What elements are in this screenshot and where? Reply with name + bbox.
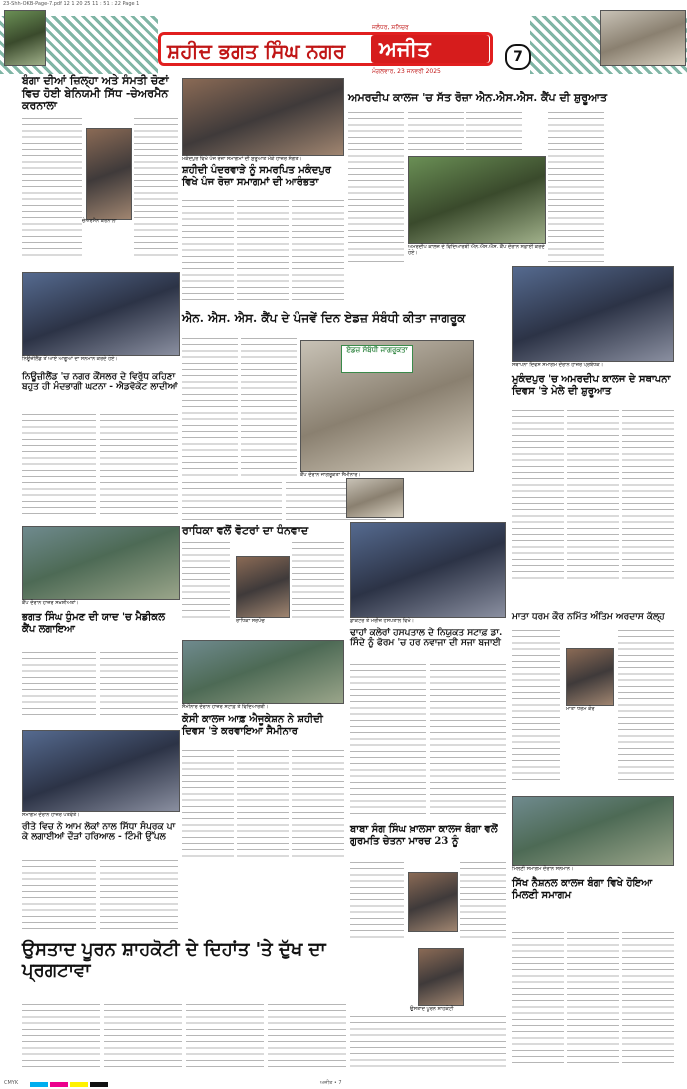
article-a3-body-4 xyxy=(548,112,604,262)
article-a6-body xyxy=(512,410,564,580)
article-a3-headline: ਅਮਰਦੀਪ ਕਾਲਜ 'ਚ ਸੱਤ ਰੋਜ਼ਾ ਐਨ.ਐਸ.ਐਸ. ਕੈਂਪ ਦੀ ਸ਼ੁਰੂਆਤ xyxy=(348,91,608,104)
article-a14-body-3 xyxy=(622,932,674,1068)
article-a14-body xyxy=(512,932,564,1068)
article-a7-caption: ਰਾਧਿਕਾ ਸਰਪੰਚ xyxy=(236,618,265,624)
article-a2-caption: ਮਕੰਦਪੁਰ ਵਿਖੇ ਪੰਜ ਰੋਜ਼ਾ ਸਮਾਗਮਾਂ ਦੀ ਸ਼ੁਰੂਆਤ ਮੌਕੇ ਹਾਜ਼ਰ ਸੰਗਤ। xyxy=(182,156,302,162)
article-a10-photo xyxy=(182,640,344,704)
article-a4-caption: ਕੈਂਪ ਦੌਰਾਨ ਜਾਗਰੂਕਤਾ ਸੈਮੀਨਾਰ। xyxy=(300,472,361,478)
article-a14-photo xyxy=(512,796,674,866)
page-number: 7 xyxy=(505,44,531,70)
article-a5-photo xyxy=(22,272,180,356)
article-a3-photo xyxy=(408,156,546,244)
article-a12-headline: ਮਾਤਾ ਧਰਮ ਕੌਰ ਨਮਿੱਤ ਅੰਤਿਮ ਅਰਦਾਸ ਕੱਲ੍ਹ xyxy=(512,612,665,622)
article-a8-body xyxy=(22,652,96,718)
article-a3-caption: ਅਮਰਦੀਪ ਕਾਲਜ ਦੇ ਵਿਦਿਆਰਥੀ ਐਨ.ਐਸ.ਐਸ. ਕੈਂਪ ਦੌਰਾਨ ਸਫ਼ਾਈ ਕਰਦੇ ਹੋਏ। xyxy=(408,244,545,256)
article-a8-caption: ਕੈਂਪ ਦੌਰਾਨ ਹਾਜ਼ਰ ਸਖ਼ਸ਼ੀਅਤਾਂ। xyxy=(22,600,79,606)
masthead-title: ਸ਼ਹੀਦ ਭਗਤ ਸਿੰਘ ਨਗਰ xyxy=(167,39,346,63)
magenta-swatch xyxy=(50,1082,68,1087)
article-a8-headline: ਭਗਤ ਸਿੰਘ ਧੁੰਮਣ ਦੀ ਯਾਦ 'ਚ ਮੈਡੀਕਲ ਕੈਂਪ ਲਗਾਇਆ xyxy=(22,612,166,635)
footer-center: ਅਜੀਤ • 7 xyxy=(320,1080,342,1086)
article-a1-body xyxy=(22,118,82,258)
article-a10-body-2 xyxy=(237,750,289,860)
article-a14-body-2 xyxy=(567,932,619,1068)
article-a3-body-3 xyxy=(466,112,522,152)
article-a14-headline: ਸਿੱਖ ਨੈਸ਼ਨਲ ਕਾਲਜ ਬੰਗਾ ਵਿਖੇ ਹੋਇਆ ਮਿਲਣੀ ਸਮਾਗਮ xyxy=(512,878,653,901)
article-a10-body-3 xyxy=(292,750,344,860)
article-a11-body-2 xyxy=(430,664,506,814)
cyan-swatch xyxy=(30,1082,48,1087)
article-a7-body xyxy=(182,542,230,622)
article-a10-caption: ਸੈਮੀਨਾਰ ਦੌਰਾਨ ਹਾਜ਼ਰ ਸਟਾਫ਼ ਤੇ ਵਿਦਿਆਰਥੀ। xyxy=(182,704,269,710)
page-footer xyxy=(0,1079,687,1089)
article-a2-photo xyxy=(182,78,344,156)
article-a1-caption: ਚੇਅਰਮੈਨ ਕਰਨਾਲਾ xyxy=(82,218,117,224)
article-a15-body-3 xyxy=(186,1004,264,1072)
article-a6-headline: ਮੁਕੰਦਪੁਰ 'ਚ ਅਮਰਦੀਪ ਕਾਲਜ ਦੇ ਸਥਾਪਨਾ ਦਿਵਸ 'ਤੇ ਮੇਲੇ ਦੀ ਸ਼ੁਰੂਆਤ xyxy=(512,374,671,397)
black-swatch xyxy=(90,1082,108,1087)
article-a15-body xyxy=(22,1004,100,1072)
article-a10-body xyxy=(182,750,234,860)
article-a9-body-2 xyxy=(100,860,178,930)
article-a6-photo xyxy=(512,266,674,362)
article-a7-headline: ਰਾਧਿਕਾ ਵਲੋਂ ਵੋਟਰਾਂ ਦਾ ਧੰਨਵਾਦ xyxy=(182,524,309,537)
article-a4-banner: ਏਡਜ਼ ਸੰਬੰਧੀ ਜਾਗਰੂਕਤਾ xyxy=(341,345,413,373)
article-a12-photo xyxy=(566,648,614,706)
print-meta-line: 23-Shh-OKB-Page-7.pdf 12 1 20 25 11 : 51 : 22 Page 1 xyxy=(3,1,140,7)
masthead-place: ਜਲੰਧਰ, ਸ਼ਨਿਚਰ xyxy=(372,24,409,31)
article-a4-body-3 xyxy=(182,482,282,522)
article-a2-body-3 xyxy=(292,200,344,300)
article-a1-body-2 xyxy=(134,118,178,258)
article-a3-body-2 xyxy=(408,112,464,152)
article-a3-body xyxy=(348,112,404,262)
article-a9-headline: ਰੀਤੇ ਵਿਚ ਨੇ ਆਮ ਲੋਕਾਂ ਨਾਲ ਸਿੱਧਾ ਸੰਪਰਕ ਪਾ ਕੇ ਲਗਾਈਆਂ ਦੌੜਾਂ ਹਰਿਆਲ - ਟਿੰਮੀ ਉੱਪਲ xyxy=(22,822,176,843)
article-a8-photo xyxy=(22,526,180,600)
article-a5-headline: ਨਿਊਜ਼ੀਲੈਂਡ 'ਚ ਨਗਰ ਕੌਂਸਲਰ ਦੇ ਵਿਰੁੱਧ ਕਹਿਣਾ ਬਹੁਤ ਹੀ ਮੰਦਭਾਗੀ ਘਟਨਾ - ਐਡਵੋਕੇਟ ਲਾਦੀਆਂ xyxy=(22,372,178,393)
article-a2-body-2 xyxy=(237,200,289,300)
article-a11-headline: ਢਾਹਾਂ ਕਲੇਰਾਂ ਹਸਪਤਾਲ ਦੇ ਨਿਯੁਕਤ ਸਟਾਫ਼ ਡਾ. ਸਿੰਦੇ ਨੂੰ ਫੋਰਮ 'ਚ ਹਰ ਨਵਾਜਾ ਦੀ ਸਜਾ ਬਜਾਈ xyxy=(350,628,503,649)
yellow-swatch xyxy=(70,1082,88,1087)
footer-left: CMYK xyxy=(4,1080,19,1086)
article-a14-caption: ਮਿਲਣੀ ਸਮਾਗਮ ਦੌਰਾਨ ਸਨਮਾਨ। xyxy=(512,866,574,872)
article-a8-body-2 xyxy=(100,652,178,718)
ajit-logo xyxy=(371,35,489,63)
article-a1-headline: ਬੰਗਾ ਦੀਆਂ ਜ਼ਿਲ੍ਹਾ ਅਤੇ ਸੰਮਤੀ ਚੋਣਾਂ ਵਿਚ ਹੋਈ ਬੇਨਿਯਮੀ ਸਿੱਧ -ਚੇਅਰਮੈਨ ਕਰਨਾਲਾ xyxy=(22,74,169,113)
article-a9-caption: ਸਮਾਗਮ ਦੌਰਾਨ ਹਾਜ਼ਰ ਪਤਵੰਤੇ। xyxy=(22,812,80,818)
article-a7-photo xyxy=(236,556,290,618)
article-a4-headline: ਐਨ. ਐਸ. ਐਸ. ਕੈਂਪ ਦੇ ਪੰਜਵੇਂ ਦਿਨ ਏਡਜ਼ ਸੰਬੰਧੀ ਕੀਤਾ ਜਾਗਰੂਕ xyxy=(182,311,466,325)
article-a15-body-2 xyxy=(104,1004,182,1072)
article-a15-body-4 xyxy=(268,1004,346,1072)
ajit-logo-text: ਅਜੀਤ xyxy=(379,36,431,61)
article-a12-caption: ਮਾਤਾ ਧਰਮ ਕੌਰ xyxy=(566,706,595,712)
article-a4-photo xyxy=(300,340,474,472)
article-a12-body-2 xyxy=(618,630,674,780)
article-a11-photo xyxy=(350,522,506,618)
statue-photo xyxy=(4,10,46,66)
article-a2-headline: ਸ਼ਹੀਦੀ ਪੰਦਰਵਾੜੇ ਨੂੰ ਸਮਰਪਿਤ ਮਕੰਦਪੁਰ ਵਿਖੇ ਪੰਜ ਰੋਜ਼ਾ ਸਮਾਗਮਾਂ ਦੀ ਆਰੰਭਤਾ xyxy=(182,165,331,188)
article-a6-body-3 xyxy=(622,410,674,580)
article-a5-body-2 xyxy=(100,414,178,518)
article-a1-photo xyxy=(86,128,132,220)
article-a9-photo xyxy=(22,730,180,812)
article-a2-body xyxy=(182,200,234,300)
article-a5-caption: ਨਿਊਜ਼ੀਲੈਂਡ ਤੋਂ ਆਏ ਆਗੂਆਂ ਦਾ ਸਨਮਾਨ ਕਰਦੇ ਹੋਏ। xyxy=(22,356,118,362)
article-a15-photo xyxy=(418,948,464,1006)
article-a13-body-2 xyxy=(460,862,506,942)
article-a13-body xyxy=(350,862,404,942)
article-a4-body-2 xyxy=(241,338,297,478)
article-a11-caption: ਡਾਕਟਰ ਤੇ ਮਰੀਜ਼ ਹਸਪਤਾਲ ਵਿਖੇ। xyxy=(350,618,415,624)
article-a6-body-2 xyxy=(567,410,619,580)
article-a13-headline: ਬਾਬਾ ਸੰਗ ਸਿੰਘ ਖ਼ਾਲਸਾ ਕਾਲਜ ਬੰਗਾ ਵਲੋਂ ਗੁਰਮਤਿ ਚੇਤਨਾ ਮਾਰਚ 23 ਨੂੰ xyxy=(350,824,498,847)
building-photo xyxy=(600,10,686,66)
article-a10-headline: ਕੋਸੀ ਕਾਲਜ ਆਫ਼ ਐਜੂਕੇਸ਼ਨ ਨੇ ਸ਼ਹੀਦੀ ਦਿਵਸ 'ਤੇ ਕਰਵਾਇਆ ਸੈਮੀਨਾਰ xyxy=(182,714,323,737)
article-a13-photo xyxy=(408,872,458,932)
article-a6-caption: ਸਥਾਪਨਾ ਦਿਵਸ ਸਮਾਗਮ ਦੌਰਾਨ ਹਾਜ਼ਰ ਪ੍ਰਬੰਧਕ। xyxy=(512,362,604,368)
article-a9-body xyxy=(22,860,96,930)
masthead xyxy=(158,32,493,66)
article-a7-body-2 xyxy=(292,542,344,622)
article-a15-body-5 xyxy=(350,1016,506,1072)
article-a4-body xyxy=(182,338,238,478)
article-a11-body xyxy=(350,664,426,814)
masthead-date: ਮੰਗਲਵਾਰ, 23 ਜਨਵਰੀ 2025 xyxy=(372,68,441,75)
article-a11-photo-small xyxy=(346,478,404,518)
article-a5-body xyxy=(22,414,96,518)
article-a12-body xyxy=(512,630,560,780)
article-a15-caption: ਉਸਤਾਦ ਪੂਰਨ ਸ਼ਾਹਕੋਟੀ xyxy=(410,1006,454,1012)
article-a15-headline: ਉਸਤਾਦ ਪੂਰਨ ਸ਼ਾਹਕੋਟੀ ਦੇ ਦਿਹਾਂਤ 'ਤੇ ਦੁੱਖ ਦਾ ਪ੍ਰਗਟਾਵਾ xyxy=(22,939,326,981)
